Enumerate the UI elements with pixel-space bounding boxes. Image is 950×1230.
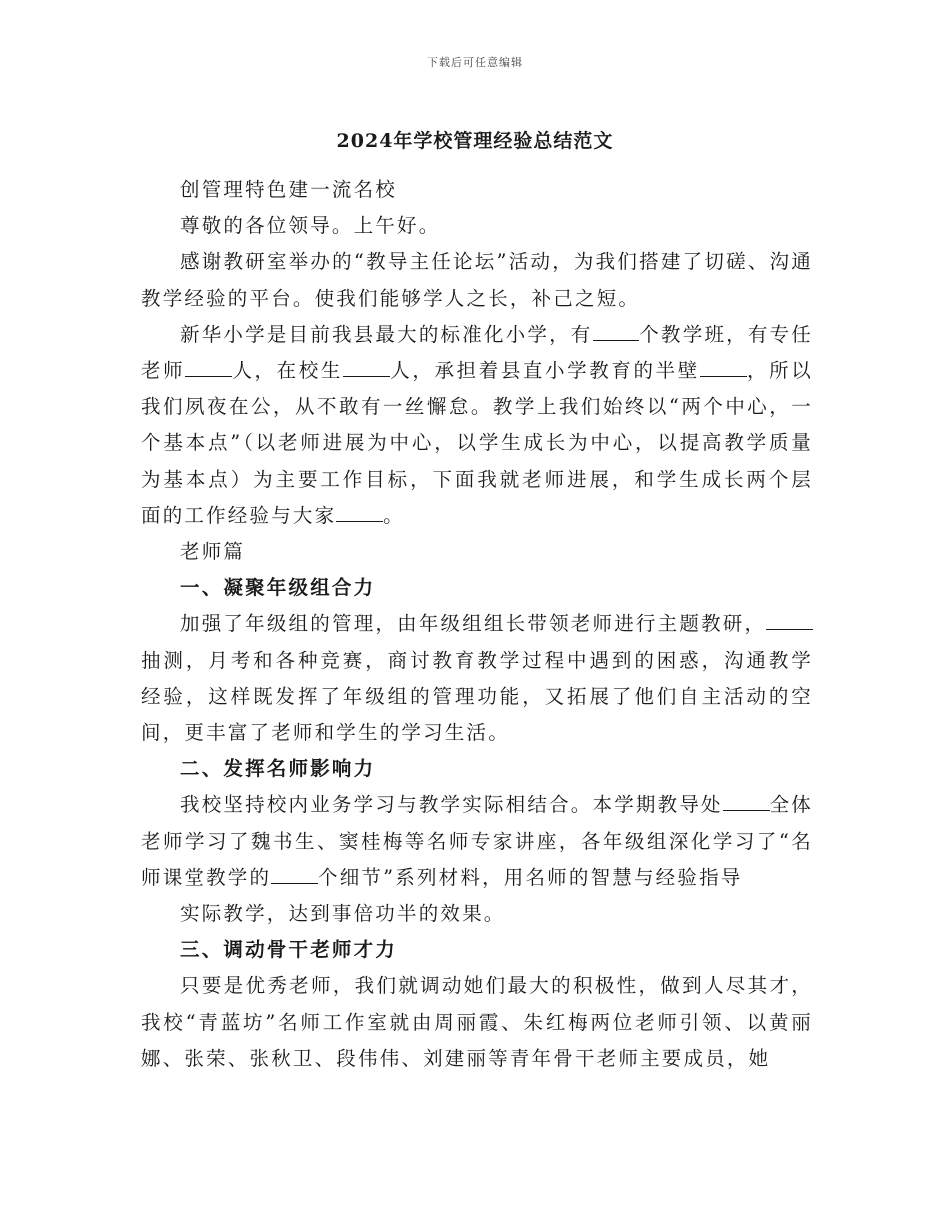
paragraph-2 [141, 787, 813, 896]
subtitle-line: 创管理特色建一流名校 [180, 178, 398, 201]
heading-1: 一、凝聚年级组合力 [180, 576, 376, 600]
para2-text-1: 我校坚持校内业务学习与教学实际相结合。本学期教导处 [180, 793, 723, 817]
fill-blank [185, 358, 232, 377]
fill-blank [766, 612, 813, 631]
fill-blank [723, 793, 770, 812]
para1-text-2: 抽测，月考和各种竞赛，商讨教育教学过程中遇到的困惑，沟通教学经验，这样既发挥了年级组的管理功能，又拓展了他们自主活动的空间，更丰富了老师和学生的学习生活。 [141, 648, 813, 745]
school-text-2: 个教学班，有专任老师 [141, 322, 813, 383]
school-paragraph [141, 317, 813, 534]
school-text-1: 新华小学是目前我县最大的标准化小学，有 [180, 322, 593, 346]
school-text-4: 人，承担着县直小学教育的半壁 [389, 359, 700, 383]
paragraph-3: 只要是优秀老师，我们就调动她们最大的积极性，做到人尽其才，我校“青蓝坊”名师工作室就由周丽霞、朱红梅两位老师引领、以黄丽娜、张荣、张秋卫、段伟伟、刘建丽等青年骨干老师主要成员，她 [141, 974, 813, 1070]
section-teacher: 老师篇 [180, 540, 246, 564]
fill-blank [593, 322, 640, 341]
para1-text-1: 加强了年级组的管理，由年级组组长带领老师进行主题教研， [180, 612, 767, 636]
para2-text-3: 个细节”系列材料，用名师的智慧与经验指导 [318, 865, 743, 889]
greeting-line: 尊敬的各位领导。上午好。 [180, 214, 441, 238]
document-body [141, 172, 813, 1077]
paragraph-1 [141, 606, 813, 751]
school-text-6: 。 [383, 503, 405, 527]
para2-text-2: 全体老师学习了魏书生、窦桂梅等名师专家讲座，各年级组深化学习了“名师课堂教学的 [141, 793, 813, 889]
school-text-3: 人，在校生 [232, 359, 344, 383]
fill-blank [700, 358, 747, 377]
school-text-5: ，所以我们夙夜在公，从不敢有一丝懈怠。教学上我们始终以“两个中心，一个基本点”（以老师进展为中心，以学生成长为中心，以提高教学质量为基本点）为主要工作目标，下面我就老师进展，和学生成长两个层面的工作经验与大家 [141, 359, 813, 527]
fill-blank [343, 358, 390, 377]
heading-2: 二、发挥名师影响力 [180, 757, 376, 781]
heading-3: 三、调动骨干老师才力 [180, 938, 398, 962]
header-note: 下载后可任意编辑 [427, 56, 523, 69]
fill-blank [271, 865, 318, 884]
fill-blank [336, 503, 383, 522]
paragraph-2b: 实际教学，达到事倍功半的效果。 [180, 902, 506, 926]
intro-paragraph: 感谢教研室举办的“教导主任论坛”活动，为我们搭建了切磋、沟通教学经验的平台。使我们能够学人之长，补己之短。 [141, 250, 813, 310]
document-title: 2024年学校管理经验总结范文 [336, 130, 614, 152]
